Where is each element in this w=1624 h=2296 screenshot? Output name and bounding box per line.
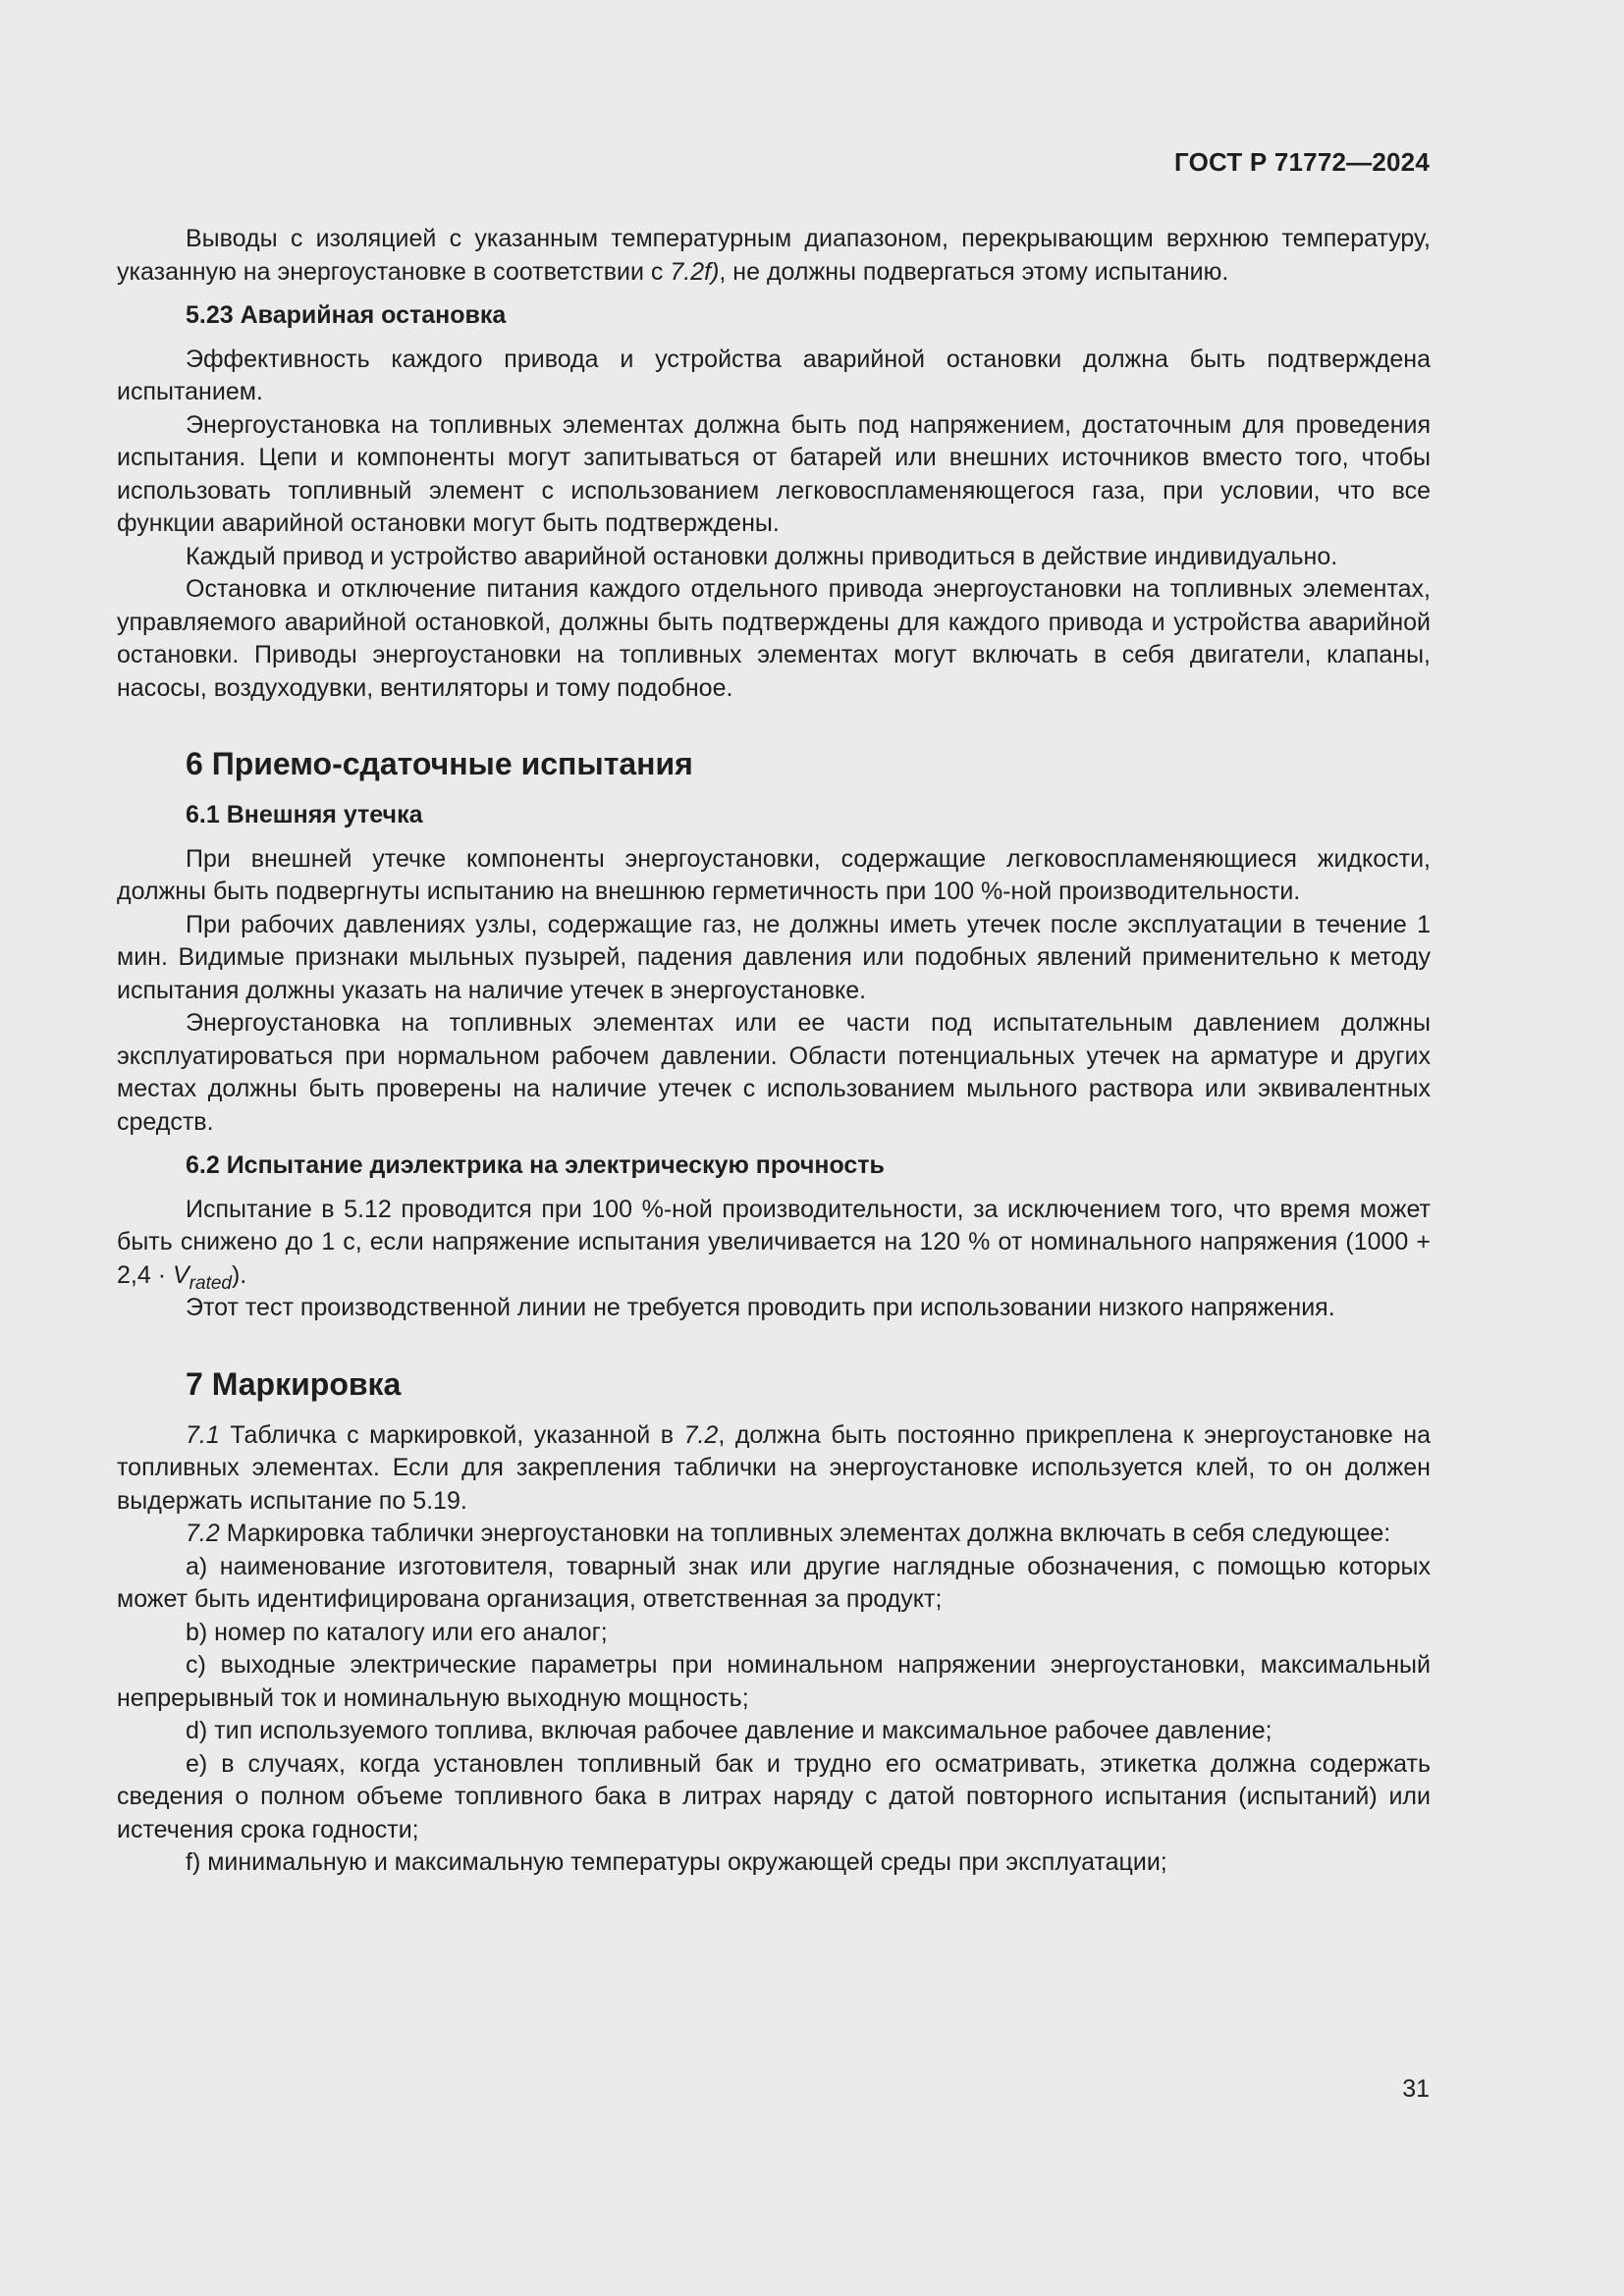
clause-7-1-ref: 7.1	[186, 1420, 220, 1449]
section-5-23-paragraph-2: Энергоустановка на топливных элементах должна быть под напряжением, достаточным для проведения испытания. Цепи и компоненты могут запитываться от батарей или внешних источников вместо того, чтобы использовать топливный элемент с использованием легковоспламеняющегося газа, при условии, что все функции аварийной остановки могут быть подтверждены.	[117, 410, 1431, 537]
intro-reference: 7.2f)	[670, 257, 720, 286]
section-6-2-paragraph-1	[117, 1194, 1431, 1293]
section-6-1-paragraph-3: Энергоустановка на топливных элементах или ее части под испытательным давлением должны эксплуатироваться при нормальном рабочем давлении. Области потенциальных утечек на арматуре и других местах должны быть проверены на наличие утечек с использованием мыльного раствора или эквивалентных средств.	[117, 1009, 1431, 1136]
intro-text-a: Выводы с изоляцией с указанным температурным диапазоном, перекрывающим верхнюю температуру, указанную на энергоустановке в соответствии с	[117, 225, 1431, 286]
list-item: b) номер по каталогу или его аналог;	[186, 1618, 608, 1646]
section-6-1-paragraph-1: При внешней утечке компоненты энергоустановки, содержащие легковоспламеняющиеся жидкости, должны быть подвергнуты испытанию на внешнюю герметичность при 100 %-ной производительности.	[117, 844, 1431, 905]
list-item: a) наименование изготовителя, товарный знак или другие наглядные обозначения, с помощью которых может быть идентифицирована организация, ответственная за продукт;	[117, 1552, 1431, 1613]
page-number: 31	[1402, 2075, 1430, 2103]
page-content	[117, 223, 1431, 1880]
section-6-2-text-a: Испытание в 5.12 проводится при 100 %-ной производительности, за исключением того, что время может быть снижено до 1 с, если напряжение испытания увеличивается на 120 % от номинального напряжения (1000 + 2,4 ·	[117, 1195, 1431, 1289]
section-6-2-paragraph-2: Этот тест производственной линии не требуется проводить при использовании низкого напряжения.	[186, 1294, 1335, 1321]
section-7-paragraph-2	[117, 1518, 1431, 1551]
clause-7-2-text: Маркировка таблички энергоустановки на топливных элементах должна включать в себя следующее:	[219, 1520, 1391, 1547]
list-item: e) в случаях, когда установлен топливный бак и трудно его осматривать, этикетка должна содержать сведения о полном объеме топливного бака в литрах наряду с датой повторного испытания (испытаний) или истечения срока годности;	[117, 1749, 1431, 1843]
voltage-subscript: rated	[189, 1272, 232, 1294]
clause-7-2-ref: 7.2	[186, 1520, 220, 1547]
section-5-23-title: 5.23 Аварийная остановка	[186, 301, 507, 329]
list-item: d) тип используемого топлива, включая рабочее давление и максимальное рабочее давление;	[186, 1717, 1272, 1744]
section-6-2-text-b: ).	[231, 1260, 247, 1289]
document-code-header: ГОСТ Р 71772—2024	[1174, 147, 1430, 177]
section-5-23-paragraph-1: Эффективность каждого привода и устройства аварийной остановки должна быть подтверждена испытанием.	[117, 345, 1431, 405]
voltage-variable: V	[172, 1260, 189, 1289]
section-7-title: 7 Маркировка	[186, 1365, 402, 1402]
section-6-1-paragraph-2: При рабочих давлениях узлы, содержащие газ, не должны иметь утечек после эксплуатации в течение 1 мин. Видимые признаки мыльных пузырей, падения давления или подобных явлений применительно к методу испытания должны указать на наличие утечек в энергоустановке.	[117, 910, 1431, 1004]
section-6-1-title: 6.1 Внешняя утечка	[186, 801, 423, 828]
intro-text-b: , не должны подвергаться этому испытанию.	[719, 257, 1229, 286]
list-item: f) минимальную и максимальную температуры окружающей среды при эксплуатации;	[186, 1848, 1167, 1876]
intro-paragraph	[117, 223, 1431, 289]
clause-7-1-text-a: Табличка с маркировкой, указанной в	[219, 1420, 684, 1449]
section-5-23-paragraph-3: Каждый привод и устройство аварийной остановки должны приводиться в действие индивидуально.	[186, 542, 1338, 570]
section-7-paragraph-1	[117, 1419, 1431, 1519]
clause-7-2-ref-inline: 7.2	[683, 1420, 719, 1449]
section-6-2-title: 6.2 Испытание диэлектрика на электрическую прочность	[186, 1151, 885, 1179]
section-5-23-paragraph-4: Остановка и отключение питания каждого отдельного привода энергоустановки на топливных элементах, управляемого аварийной остановкой, должны быть подтверждены для каждого привода и устройства аварийной остановки. Приводы энергоустановки на топливных элементах могут включать в себя двигатели, клапаны, насосы, воздуходувки, вентиляторы и тому подобное.	[117, 575, 1431, 702]
clause-7-1-text-b: , должна быть постоянно прикреплена к энергоустановке на топливных элементах. Если для закрепления таблички на энергоустановке используется клей, то он должен выдержать испытание по 5.19.	[117, 1420, 1431, 1515]
section-6-title: 6 Приемо-сдаточные испытания	[186, 746, 693, 781]
list-item: c) выходные электрические параметры при номинальном напряжении энергоустановки, максимальный непрерывный ток и номинальную выходную мощность;	[117, 1651, 1431, 1712]
